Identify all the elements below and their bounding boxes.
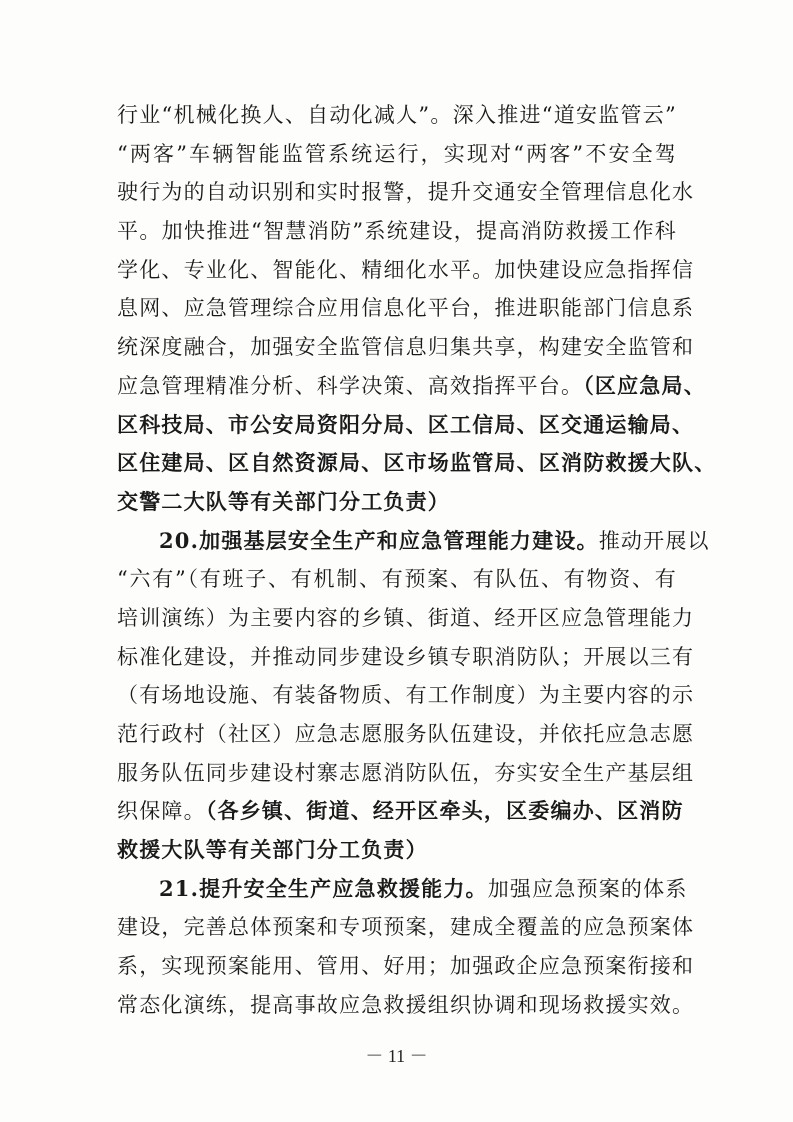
text-run: 推动开展以 (598, 528, 710, 553)
text-line (117, 328, 695, 367)
text-run: 行业“机械化换人、自动化减人”。深入推进“道安监管云” (117, 103, 677, 127)
text-line (117, 289, 695, 328)
text-line (117, 947, 695, 986)
text-line (117, 792, 684, 831)
text-run: 标准化建设，并推动同步建设乡镇专职消防队；开展以三有 (117, 644, 695, 669)
text-line (117, 96, 677, 135)
text-line (117, 135, 677, 174)
text-run: 学化、专业化、智能化、精细化水平。加快建设应急指挥信 (117, 257, 695, 282)
text-run: 建设，完善总体预案和专项预案，建成全覆盖的应急预案体 (117, 915, 695, 940)
bold-text-run: 21.提升安全生产应急救援能力。 (159, 875, 488, 901)
bold-text-run: 区住建局、区自然资源局、区市场监管局、区消防救援大队、 (117, 450, 717, 476)
text-run: 范行政村（社区）应急志愿服务队伍建设，并依托应急志愿 (117, 722, 695, 746)
text-line (117, 251, 695, 290)
text-run: 服务队伍同步建设村寨志愿消防队伍，夯实安全生产基层组 (117, 760, 695, 785)
text-run: 应急管理精准分析、科学决策、高效指挥平台。 (117, 373, 584, 398)
text-run: 驶行为的自动识别和实时报警，提升交通安全管理信息化水 (117, 180, 695, 205)
bold-text-run: 交警二大队等有关部门分工负责） (117, 488, 450, 514)
text-line (117, 754, 695, 793)
bold-text-run: 区科技局、市公安局资阳分局、区工信局、区交通运输局、 (117, 411, 695, 437)
text-line (117, 715, 695, 754)
text-line (117, 444, 717, 483)
text-line (117, 676, 695, 715)
text-line (117, 986, 695, 1025)
text-line (117, 367, 706, 406)
text-line (117, 173, 695, 212)
page-number: － 11 － (365, 1046, 428, 1066)
text-line (117, 483, 677, 522)
text-run: 织保障。 (117, 799, 206, 824)
text-line (117, 599, 695, 638)
text-run: 平。加快推进“智慧消防”系统建设，提高消防救援工作科 (117, 219, 677, 244)
text-run: 息网、应急管理综合应用信息化平台，推进职能部门信息系 (117, 296, 695, 321)
bold-text-run: （区应急局、 (583, 372, 706, 398)
text-run: “两客”车辆智能监管系统运行，实现对“两客”不安全驾 (117, 141, 677, 166)
text-line (117, 212, 677, 251)
text-line (117, 522, 710, 561)
text-line (117, 638, 695, 677)
bold-text-run: 20.加强基层安全生产和应急管理能力建设。 (159, 527, 599, 553)
body-text (117, 96, 717, 1025)
text-run: 常态化演练，提高事故应急救援组织协调和现场救援实效。 (117, 992, 695, 1017)
bold-text-run: （各乡镇、街道、经开区牵头，区委编办、区消防 (205, 798, 684, 824)
text-run: 系，实现预案能用、管用、好用；加强政企应急预案衔接和 (117, 954, 695, 979)
text-run: （有场地设施、有装备物质、有工作制度）为主要内容的示 (117, 683, 695, 708)
text-line (117, 406, 695, 445)
text-run: 加强应急预案的体系 (487, 876, 688, 901)
text-run: 统深度融合，加强安全监管信息归集共享，构建安全监管和 (117, 335, 695, 360)
bold-text-run: 救援大队等有关部门分工负责） (117, 837, 428, 863)
text-line (117, 560, 677, 599)
text-line (117, 870, 688, 909)
text-run: “六有”（有班子、有机制、有预案、有队伍、有物资、有 (117, 567, 677, 592)
text-run: 培训演练）为主要内容的乡镇、街道、经开区应急管理能力 (117, 605, 695, 630)
text-line (117, 831, 677, 870)
text-line (117, 908, 695, 947)
